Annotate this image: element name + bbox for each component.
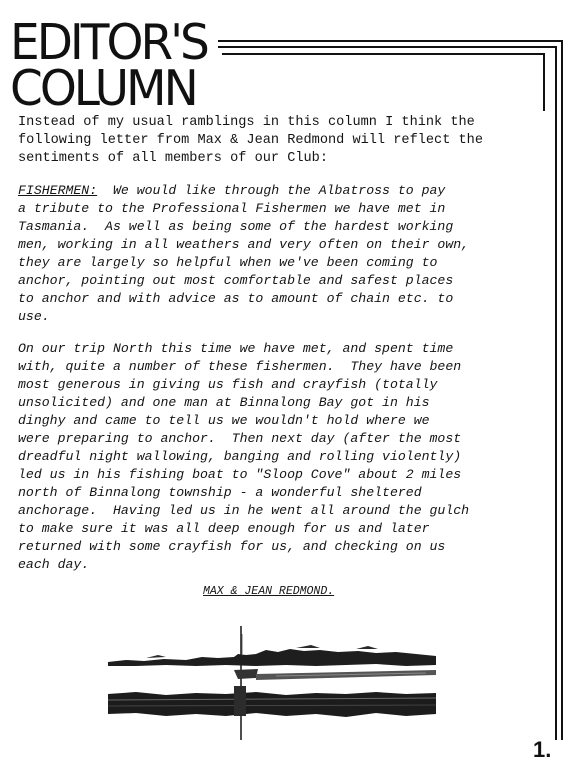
harbour-photo [106,624,440,742]
paragraph2-line: with, quite a number of these fishermen. They have been [18,359,462,374]
fishermen-paragraph [18,182,518,326]
paragraph2-line: returned with some crayfish for us, and checking on us [18,539,446,554]
paragraph1-line: a tribute to the Professional Fishermen we have met in [18,201,446,216]
page-title [10,13,207,118]
paragraph1-line: Tasmania. As well as being some of the hardest working [18,219,454,234]
paragraph1-line: they are largely so helpful when we've been coming to [18,255,438,270]
paragraph2-line: dinghy and came to tell us we wouldn't hold where we [18,413,430,428]
paragraph2-line: most generous in giving us fish and crayfish (totally [18,377,438,392]
paragraph2-line: were preparing to anchor. Then next day (after the most [18,431,462,446]
paragraph-lead: FISHERMEN: [18,183,98,198]
paragraph2-line: dreadful night wallowing, banging and rolling violently) [18,449,462,464]
paragraph1-line: to anchor and with advice as to amount of chain etc. to [18,291,454,306]
paragraph2-line: anchorage. Having led us in he went all around the gulch [18,503,470,518]
paragraph2-line: to make sure it was all deep enough for us and later [18,521,430,536]
paragraph2-line: led us in his fishing boat to "Sloop Cove" about 2 miles [18,467,462,482]
title-line-1: EDITOR'S [10,13,207,72]
paragraph1-line-1: We would like through the Albatross to pay [97,183,446,198]
paragraph1-line: use. [18,309,50,324]
intro-line-3: sentiments of all members of our Club: [18,151,328,166]
paragraph1-line: men, working in all weathers and very often on their own, [18,237,470,252]
intro-line-2: following letter from Max & Jean Redmond will reflect the [18,133,483,148]
title-line-2: COLUMN [10,59,196,118]
trip-paragraph [18,340,518,574]
paragraph2-line: each day. [18,557,90,572]
paragraph1-line: anchor, pointing out most comfortable and safest places [18,273,454,288]
signature: MAX & JEAN REDMOND. [203,585,335,598]
intro-paragraph [18,114,518,168]
intro-line-1: Instead of my usual ramblings in this column I think the [18,115,475,130]
paragraph2-line: unsolicited) and one man at Binnalong Bay got in his [18,395,430,410]
page-number: 1. [533,737,552,762]
paragraph2-line: On our trip North this time we have met, and spent time [18,341,454,356]
paragraph2-line: north of Binnalong township - a wonderful sheltered [18,485,422,500]
